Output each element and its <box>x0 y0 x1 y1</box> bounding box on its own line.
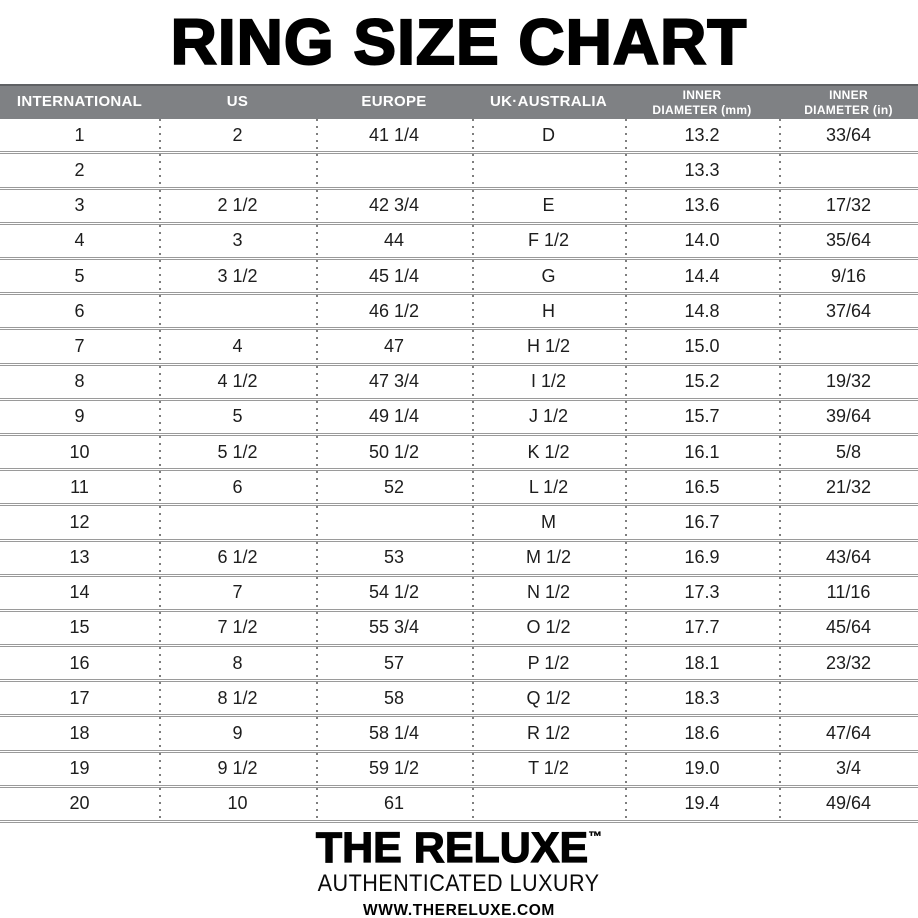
table-cell: 13 <box>0 540 159 575</box>
table-cell: 50 1/2 <box>316 434 472 469</box>
table-cell: 7 <box>159 575 316 610</box>
table-cell: 5 <box>0 259 159 294</box>
table-cell: 18 <box>0 716 159 751</box>
brand-name: THE RELUXE <box>315 824 589 873</box>
table-cell <box>316 505 472 540</box>
table-cell: 18.6 <box>625 716 779 751</box>
table-cell: F 1/2 <box>472 223 625 258</box>
table-cell: Q 1/2 <box>472 681 625 716</box>
table-cell <box>472 786 625 821</box>
table-cell: J 1/2 <box>472 399 625 434</box>
table-row <box>0 153 918 188</box>
table-cell: K 1/2 <box>472 434 625 469</box>
table-cell: 2 <box>0 153 159 188</box>
table-cell: 9/16 <box>779 259 918 294</box>
table-cell: 15.0 <box>625 329 779 364</box>
table-cell: 52 <box>316 470 472 505</box>
table-cell: 47 <box>316 329 472 364</box>
table-cell <box>779 681 918 716</box>
table-cell: 46 1/2 <box>316 294 472 329</box>
table-cell: 8 1/2 <box>159 681 316 716</box>
table-cell: 6 <box>0 294 159 329</box>
table-cell: 4 1/2 <box>159 364 316 399</box>
table-cell: 49 1/4 <box>316 399 472 434</box>
table-row <box>0 681 918 716</box>
table-cell: 39/64 <box>779 399 918 434</box>
table-cell: 16.7 <box>625 505 779 540</box>
table-cell: 10 <box>0 434 159 469</box>
table-cell: 17 <box>0 681 159 716</box>
table-row <box>0 259 918 294</box>
table-cell: 1 <box>0 119 159 153</box>
table-cell: 33/64 <box>779 119 918 153</box>
brand-logo <box>0 826 918 871</box>
table-cell: 23/32 <box>779 646 918 681</box>
table-cell: 15 <box>0 610 159 645</box>
table-cell: 9 1/2 <box>159 751 316 786</box>
table-row <box>0 399 918 434</box>
table-cell: 58 <box>316 681 472 716</box>
website-url: WWW.THERELUXE.COM <box>363 902 555 918</box>
table-row <box>0 294 918 329</box>
table-cell: 55 3/4 <box>316 610 472 645</box>
table-cell: 6 1/2 <box>159 540 316 575</box>
table-cell: 12 <box>0 505 159 540</box>
table-cell: 3 1/2 <box>159 259 316 294</box>
table-cell: 16 <box>0 646 159 681</box>
table-cell: 47 3/4 <box>316 364 472 399</box>
table-row <box>0 505 918 540</box>
table-cell: 13.3 <box>625 153 779 188</box>
table-cell: 49/64 <box>779 786 918 821</box>
table-cell: H <box>472 294 625 329</box>
table-cell <box>472 153 625 188</box>
table-cell: 7 <box>0 329 159 364</box>
table-cell: G <box>472 259 625 294</box>
table-cell: 45/64 <box>779 610 918 645</box>
table-cell <box>779 329 918 364</box>
table-cell: 54 1/2 <box>316 575 472 610</box>
table-cell: 5 <box>159 399 316 434</box>
table-cell: 9 <box>159 716 316 751</box>
table-cell: I 1/2 <box>472 364 625 399</box>
table-cell: 5 1/2 <box>159 434 316 469</box>
table-cell: 14.8 <box>625 294 779 329</box>
table-cell: 3 <box>159 223 316 258</box>
table-cell: 3/4 <box>779 751 918 786</box>
column-header-label: INNER <box>829 87 868 102</box>
table-cell: 41 1/4 <box>316 119 472 153</box>
table-cell: 16.1 <box>625 434 779 469</box>
ring-size-table <box>0 84 918 823</box>
table-body <box>0 119 918 821</box>
table-cell: 11/16 <box>779 575 918 610</box>
table-cell: 37/64 <box>779 294 918 329</box>
table-cell <box>779 505 918 540</box>
brand-tagline: AUTHENTICATED LUXURY <box>318 870 600 898</box>
table-cell: 44 <box>316 223 472 258</box>
table-cell: 47/64 <box>779 716 918 751</box>
table-cell: 14 <box>0 575 159 610</box>
table-cell <box>159 153 316 188</box>
table-cell: M 1/2 <box>472 540 625 575</box>
column-header-us <box>159 85 316 119</box>
table-row <box>0 540 918 575</box>
table-cell: 18.3 <box>625 681 779 716</box>
table-row <box>0 119 918 153</box>
table-row <box>0 223 918 258</box>
table-header-row <box>0 85 918 119</box>
table-cell: 14.0 <box>625 223 779 258</box>
table-cell: 10 <box>159 786 316 821</box>
table-cell: 3 <box>0 188 159 223</box>
column-header-label: DIAMETER (in) <box>804 102 893 117</box>
table-cell: 2 1/2 <box>159 188 316 223</box>
table-cell <box>779 153 918 188</box>
table-cell: 5/8 <box>779 434 918 469</box>
table-row <box>0 610 918 645</box>
column-header-inner-diameter-mm <box>625 85 779 119</box>
table-cell: 45 1/4 <box>316 259 472 294</box>
table-cell <box>316 153 472 188</box>
table-cell: 19 <box>0 751 159 786</box>
table-cell: 8 <box>0 364 159 399</box>
table-cell: 59 1/2 <box>316 751 472 786</box>
column-header-label: UK·AUSTRALIA <box>490 93 607 111</box>
table-cell: 43/64 <box>779 540 918 575</box>
table-cell: 19.0 <box>625 751 779 786</box>
table-cell: 20 <box>0 786 159 821</box>
table-row <box>0 364 918 399</box>
table-cell: L 1/2 <box>472 470 625 505</box>
table-cell: 8 <box>159 646 316 681</box>
table-row <box>0 716 918 751</box>
table-cell: 13.2 <box>625 119 779 153</box>
table-row <box>0 188 918 223</box>
table-cell: 18.1 <box>625 646 779 681</box>
table-cell: 17/32 <box>779 188 918 223</box>
column-header-label: DIAMETER (mm) <box>652 102 752 117</box>
table-row <box>0 329 918 364</box>
table-cell <box>159 294 316 329</box>
table-cell: 7 1/2 <box>159 610 316 645</box>
table-cell: H 1/2 <box>472 329 625 364</box>
table-cell: 21/32 <box>779 470 918 505</box>
table-cell: 42 3/4 <box>316 188 472 223</box>
table-cell: 6 <box>159 470 316 505</box>
table-cell: 57 <box>316 646 472 681</box>
column-header-international <box>0 85 159 119</box>
footer <box>0 826 918 918</box>
column-header-europe <box>316 85 472 119</box>
table-cell: O 1/2 <box>472 610 625 645</box>
table-cell: 11 <box>0 470 159 505</box>
column-header-label: EUROPE <box>361 93 427 111</box>
table-row <box>0 646 918 681</box>
table-cell: 15.7 <box>625 399 779 434</box>
column-header-label: INTERNATIONAL <box>16 93 143 111</box>
table-row <box>0 434 918 469</box>
table-cell: 9 <box>0 399 159 434</box>
table-row <box>0 575 918 610</box>
table-cell: 4 <box>0 223 159 258</box>
table-row <box>0 786 918 821</box>
table-cell: 16.9 <box>625 540 779 575</box>
table-row <box>0 751 918 786</box>
table-cell: 4 <box>159 329 316 364</box>
table-cell: P 1/2 <box>472 646 625 681</box>
table-cell: 19/32 <box>779 364 918 399</box>
column-header-label: INNER <box>682 87 722 102</box>
table-cell: 19.4 <box>625 786 779 821</box>
table-cell: 16.5 <box>625 470 779 505</box>
table-cell: 17.7 <box>625 610 779 645</box>
trademark-symbol: ™ <box>588 828 603 845</box>
table-cell: 17.3 <box>625 575 779 610</box>
table-cell: M <box>472 505 625 540</box>
column-header-label: US <box>226 93 249 111</box>
table-cell <box>159 505 316 540</box>
table-cell: 13.6 <box>625 188 779 223</box>
table-cell: R 1/2 <box>472 716 625 751</box>
table-cell: 15.2 <box>625 364 779 399</box>
table-row <box>0 470 918 505</box>
page-title: RING SIZE CHART <box>170 6 748 78</box>
table-cell: N 1/2 <box>472 575 625 610</box>
table-cell: 2 <box>159 119 316 153</box>
table-cell: E <box>472 188 625 223</box>
table-cell: 61 <box>316 786 472 821</box>
table-cell: D <box>472 119 625 153</box>
table-cell: 53 <box>316 540 472 575</box>
table-cell: T 1/2 <box>472 751 625 786</box>
table-cell: 58 1/4 <box>316 716 472 751</box>
table-cell: 14.4 <box>625 259 779 294</box>
column-header-uk-australia <box>472 85 625 119</box>
table-cell: 35/64 <box>779 223 918 258</box>
column-header-inner-diameter-in <box>779 85 918 119</box>
